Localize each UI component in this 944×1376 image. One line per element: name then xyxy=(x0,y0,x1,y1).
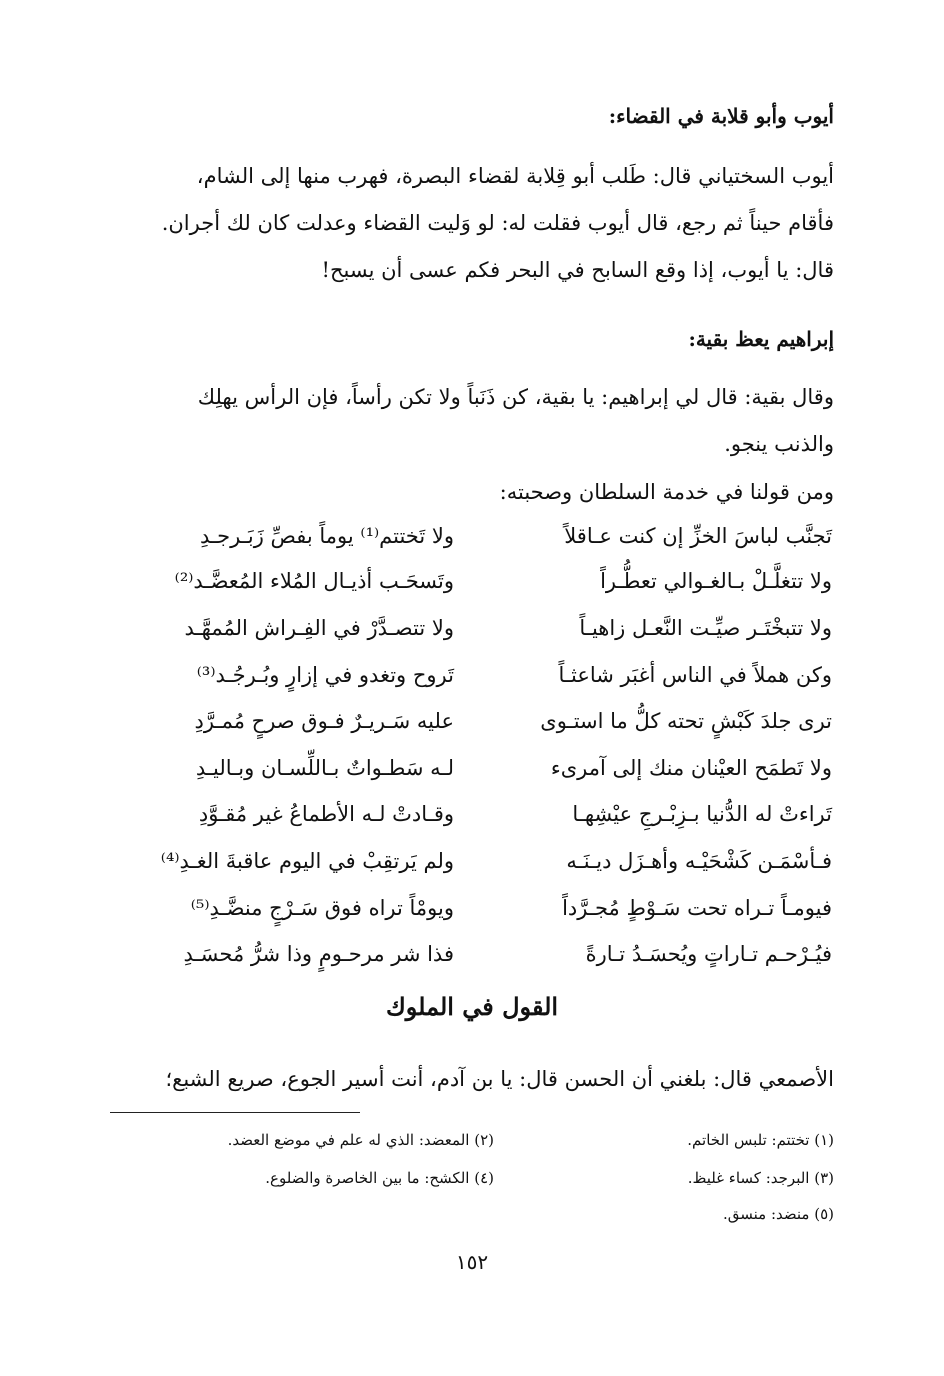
paragraph-line: الأصمعي قال: بلغني أن الحسن قال: يا بن آدم، أنت أسير الجوع، صريع الشبع؛ xyxy=(165,1067,834,1091)
footnote-separator xyxy=(110,1112,360,1113)
poem-hemistich-1: تَجنَّب لباسَ الخزِّ إن كنت عـاقلاً xyxy=(564,524,832,548)
poem-hemistich-1: ولا تتبخْتَـر صيِّـت النَّعـل زاهيـاً xyxy=(579,616,832,640)
poem-hemistich-2: لـه سَطـواتٌ بـاللِّسـان وبـاليـدِ xyxy=(195,756,454,780)
poem-hemistich-2: ويومْاً تراه فوق سَـرْجٍ منضَّـدِ⁽⁵⁾ xyxy=(190,896,454,920)
poem-hemistich-2: ولا تَختتم⁽¹⁾ يوماً بفصِّ زَبَـرجـدِ xyxy=(199,524,454,548)
poem-hemistich-2: ولم يَرتقِبْ في اليوم عاقبةَ الغـدِ⁽⁴⁾ xyxy=(160,849,454,873)
paragraph-line: قال: يا أيوب، إذا وقع السابح في البحر فكم عسى أن يسبح! xyxy=(321,258,834,282)
footnote-2: (٢) المعضد: الذي له علم في موضع العضد. xyxy=(227,1131,494,1149)
poem-hemistich-1: تَراءتْ له الدُّنيا بـزِبْـرجِ عيْشِهـا xyxy=(572,802,832,826)
footnote-1: (١) تختتم: تلبس الخاتم. xyxy=(687,1131,834,1149)
poem-hemistich-1: وكن هملاً في الناس أغبَر شاعثـاً xyxy=(558,663,832,687)
poem-hemistich-1: فـأسْمَـن كَشْحَيْـه وأهـزَل ديـنَـه xyxy=(566,849,832,873)
poem-hemistich-2: ولا تتصـدَّرْ في الفِـراش المُمهَّـد xyxy=(184,616,454,640)
section-heading-ayyub: أيوب وأبو قلابة في القضاء: xyxy=(608,104,834,128)
poem-intro: ومن قولنا في خدمة السلطان وصحبته: xyxy=(499,480,834,504)
page-number: ١٥٢ xyxy=(455,1250,489,1274)
paragraph-line: وقال بقية: قال لي إبراهيم: يا بقية، كن ذَنَباً ولا تكن رأساً، فإن الرأس يهلِك xyxy=(197,385,834,409)
footnote-4: (٤) الكشح: ما بين الخاصرة والضلوع. xyxy=(265,1169,494,1187)
poem-hemistich-2: وقـادتْ لـه الأطماعُ غير مُقـوَّدِ xyxy=(198,802,454,826)
footnote-5: (٥) منضد: منسق. xyxy=(722,1205,834,1223)
paragraph-line: والذنب ينجو. xyxy=(724,432,834,456)
poem-hemistich-1: ولا تَطمَح العيْنان منك إلى آمرىء xyxy=(550,756,832,780)
section-heading-ibrahim: إبراهيم يعظ بقية: xyxy=(688,327,834,351)
section-heading-kings: القول في الملوك xyxy=(385,992,559,1021)
poem-hemistich-1: فيومـاً تـراه تحت سَـوْطٍ مُجـرَّداً xyxy=(562,896,832,920)
poem-hemistich-2: عليه سَـريـرٌ فـوق صرحٍ مُمـرَّدِ xyxy=(194,709,454,733)
footnote-3: (٣) البرجد: كساء غليظ. xyxy=(687,1169,834,1187)
paragraph-line: أيوب السختياني قال: طَلب أبو قِلابة لقضاء البصرة، فهرب منها إلى الشام، xyxy=(196,164,834,188)
poem-hemistich-2: وتَسحَـب أذيـال المُلاء المُعضَّـد⁽²⁾ xyxy=(174,569,454,593)
poem-hemistich-2: فذا شر مرحـومٍ وذا شرُّ مُحسَـدِ xyxy=(183,942,454,966)
poem-hemistich-2: تَروح وتغدو في إزارٍ وبُـرجُـد⁽³⁾ xyxy=(196,663,454,687)
poem-hemistich-1: ولا تتغلَّـلْ بـالغـوالي تعطُّـراً xyxy=(600,569,832,593)
poem-hemistich-1: ترى جلدَ كَبْشٍ تحته كلُّ ما استـوى xyxy=(540,709,832,733)
paragraph-line: فأقام حيناً ثم رجع، قال أيوب فقلت له: لو وَليت القضاء وعدلت كان لك أجران. xyxy=(161,211,834,235)
poem-hemistich-1: فيُـرْحـم تـاراتٍ ويُحسَـدُ تـارةً xyxy=(585,942,832,966)
